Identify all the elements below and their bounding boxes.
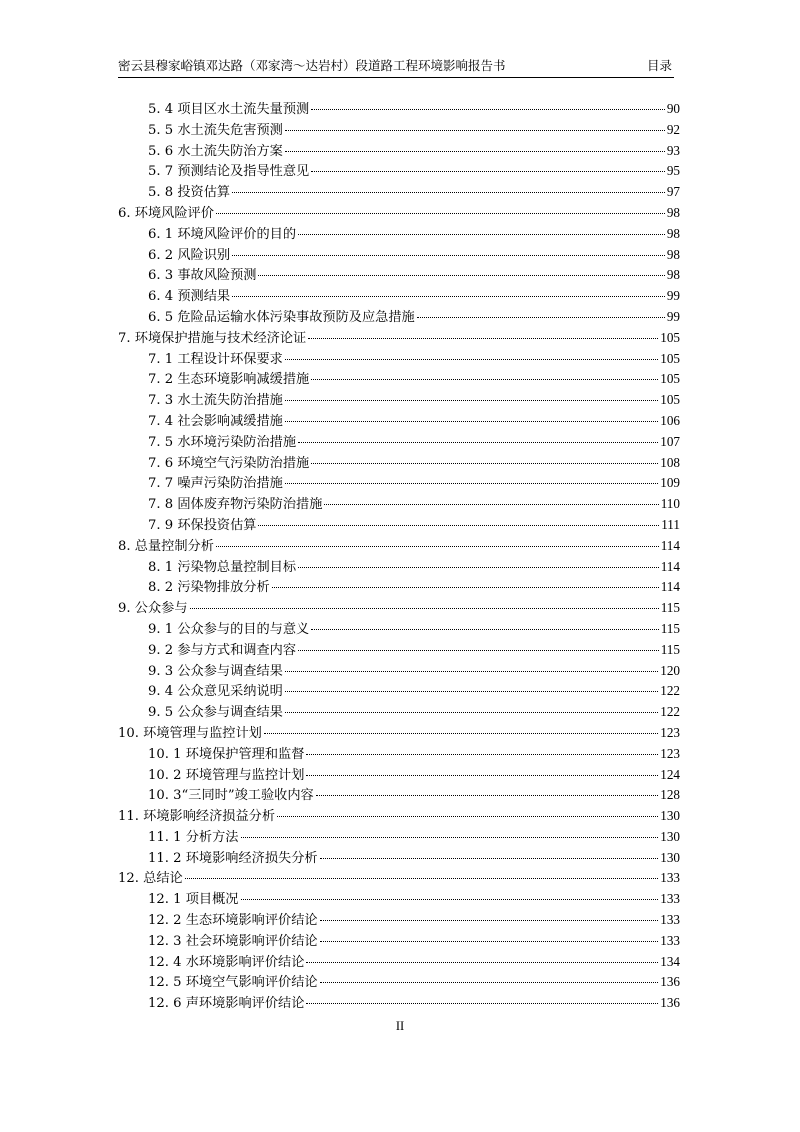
toc-section-entry[interactable] <box>118 349 680 370</box>
toc-entry-label: 6. 4 预测结果 <box>148 289 231 305</box>
toc-entry-label: 11. 1 分析方法 <box>148 829 239 845</box>
toc-dot-leader <box>232 255 665 256</box>
toc-entry-label: 9. 4 公众意见采纳说明 <box>148 684 283 700</box>
toc-entry-page: 109 <box>660 475 680 491</box>
toc-entry-page: 123 <box>660 724 680 740</box>
toc-entry-page: 115 <box>660 600 680 616</box>
toc-section-entry[interactable] <box>118 827 680 848</box>
toc-entry-page: 90 <box>666 101 680 116</box>
toc-section-entry[interactable] <box>118 681 680 702</box>
toc-entry-page: 115 <box>660 641 680 657</box>
toc-entry-label: 5. 7 预测结论及指导性意见 <box>148 164 310 180</box>
toc-dot-leader <box>285 671 658 672</box>
toc-entry-page: 110 <box>660 496 680 512</box>
toc-section-entry[interactable] <box>118 931 680 952</box>
toc-entry-page: 106 <box>660 412 680 428</box>
toc-dot-leader <box>232 296 665 297</box>
toc-dot-leader <box>216 546 659 547</box>
toc-section-entry[interactable] <box>118 910 680 931</box>
toc-entry-page: 99 <box>666 308 680 324</box>
toc-dot-leader <box>285 421 658 422</box>
toc-section-entry[interactable] <box>118 265 680 286</box>
document-title: 密云县穆家峪镇邓达路（邓家湾～达岩村）段道路工程环境影响报告书 <box>118 58 506 73</box>
toc-entry-page: 133 <box>660 912 680 928</box>
toc-section-entry[interactable] <box>118 161 680 182</box>
toc-entry-label: 11. 环境影响经济损益分析 <box>118 809 276 825</box>
toc-section-entry[interactable] <box>118 473 680 494</box>
toc-entry-page: 95 <box>666 163 680 179</box>
toc-entry-label: 12. 6 声环境影响评价结论 <box>148 996 305 1012</box>
toc-entry-page: 133 <box>660 891 680 907</box>
toc-entry-label: 7. 3 水土流失防治措施 <box>148 393 283 409</box>
toc-chapter-entry[interactable] <box>118 868 680 889</box>
toc-dot-leader <box>285 712 658 713</box>
table-of-contents <box>118 99 680 1014</box>
toc-entry-page: 107 <box>660 433 680 449</box>
toc-entry-page: 133 <box>660 932 680 948</box>
toc-section-entry[interactable] <box>118 640 680 661</box>
toc-entry-page: 108 <box>660 454 680 470</box>
toc-section-entry[interactable] <box>118 702 680 723</box>
toc-chapter-entry[interactable] <box>118 536 680 557</box>
toc-dot-leader <box>311 463 658 464</box>
toc-entry-page: 99 <box>666 288 680 304</box>
toc-entry-label: 7. 7 噪声污染防治措施 <box>148 476 283 492</box>
toc-entry-label: 9. 5 公众参与调查结果 <box>148 705 283 721</box>
toc-entry-page: 98 <box>666 246 680 262</box>
toc-dot-leader <box>241 837 659 838</box>
toc-dot-leader <box>285 483 658 484</box>
toc-dot-leader <box>306 754 658 755</box>
toc-entry-page: 130 <box>660 828 680 844</box>
toc-entry-label: 7. 8 固体废弃物污染防治措施 <box>148 497 323 513</box>
toc-entry-label: 12. 3 社会环境影响评价结论 <box>148 933 318 949</box>
toc-entry-label: 7. 2 生态环境影响减缓措施 <box>148 372 310 388</box>
toc-entry-label: 6. 5 危险品运输水体污染事故预防及应急措施 <box>148 309 415 325</box>
toc-chapter-entry[interactable] <box>118 723 680 744</box>
toc-section-entry[interactable] <box>118 453 680 474</box>
toc-entry-label: 11. 2 环境影响经济损失分析 <box>148 850 318 866</box>
toc-entry-page: 98 <box>666 225 680 241</box>
toc-section-entry[interactable] <box>118 182 680 203</box>
toc-dot-leader <box>285 400 658 401</box>
toc-section-entry[interactable] <box>118 848 680 869</box>
toc-entry-label: 12. 2 生态环境影响评价结论 <box>148 913 318 929</box>
toc-entry-label: 5. 6 水土流失防治方案 <box>148 143 283 159</box>
toc-dot-leader <box>232 192 665 193</box>
toc-dot-leader <box>311 629 658 630</box>
toc-entry-label: 10. 1 环境保护管理和监督 <box>148 746 305 762</box>
toc-entry-page: 93 <box>666 142 680 158</box>
toc-entry-label: 7. 5 水环境污染防治措施 <box>148 434 297 450</box>
toc-dot-leader <box>306 775 658 776</box>
toc-section-entry[interactable] <box>118 661 680 682</box>
toc-dot-leader <box>285 359 658 360</box>
toc-section-entry[interactable] <box>118 557 680 578</box>
toc-entry-label: 7. 6 环境空气污染防治措施 <box>148 455 310 471</box>
toc-entry-label: 5. 8 投资估算 <box>148 185 231 201</box>
toc-entry-label: 9. 3 公众参与调查结果 <box>148 663 283 679</box>
toc-dot-leader <box>241 899 659 900</box>
toc-entry-page: 134 <box>660 953 680 969</box>
toc-entry-label: 9. 2 参与方式和调查内容 <box>148 642 297 658</box>
toc-section-entry[interactable] <box>118 889 680 910</box>
toc-section-entry[interactable] <box>118 765 680 786</box>
toc-dot-leader <box>190 608 659 609</box>
toc-entry-label: 9. 1 公众参与的目的与意义 <box>148 621 310 637</box>
toc-section-entry[interactable] <box>118 369 680 390</box>
toc-section-entry[interactable] <box>118 619 680 640</box>
toc-dot-leader <box>417 317 665 318</box>
toc-dot-leader <box>216 213 665 214</box>
toc-dot-leader <box>324 504 658 505</box>
toc-entry-page: 136 <box>660 995 680 1011</box>
toc-entry-page: 98 <box>666 204 680 220</box>
toc-dot-leader <box>320 858 659 859</box>
toc-entry-page: 97 <box>666 184 680 200</box>
toc-entry-label: 7. 1 工程设计环保要求 <box>148 351 283 367</box>
toc-entry-label: 10. 环境管理与监控计划 <box>118 725 262 741</box>
toc-chapter-entry[interactable] <box>118 598 680 619</box>
header-divider <box>118 77 674 78</box>
toc-entry-page: 114 <box>660 558 680 574</box>
toc-section-entry[interactable] <box>118 494 680 515</box>
toc-entry-label: 8. 1 污染物总量控制目标 <box>148 559 297 575</box>
toc-section-entry[interactable] <box>118 993 680 1014</box>
toc-dot-leader <box>311 109 665 110</box>
toc-dot-leader <box>285 130 665 131</box>
toc-section-entry[interactable] <box>118 120 680 141</box>
toc-entry-page: 122 <box>660 683 680 699</box>
toc-dot-leader <box>264 733 658 734</box>
toc-section-entry[interactable] <box>118 307 680 328</box>
toc-dot-leader <box>272 587 659 588</box>
toc-dot-leader <box>258 525 659 526</box>
toc-entry-page: 136 <box>660 974 680 990</box>
toc-entry-page: 128 <box>660 787 680 803</box>
toc-dot-leader <box>298 650 659 651</box>
toc-dot-leader <box>306 1003 658 1004</box>
toc-dot-leader <box>316 795 658 796</box>
toc-entry-label: 7. 环境保护措施与技术经济论证 <box>118 330 307 346</box>
toc-entry-page: 130 <box>660 849 680 865</box>
toc-section-entry[interactable] <box>118 141 680 162</box>
toc-section-entry[interactable] <box>118 286 680 307</box>
toc-entry-label: 8. 总量控制分析 <box>118 538 214 554</box>
toc-entry-page: 114 <box>660 579 680 595</box>
toc-section-entry[interactable] <box>118 432 680 453</box>
toc-entry-page: 114 <box>660 537 680 553</box>
toc-section-entry[interactable] <box>118 785 680 806</box>
toc-entry-label: 10. 3“三同时”竣工验收内容 <box>148 788 314 804</box>
toc-section-entry[interactable] <box>118 972 680 993</box>
toc-dot-leader <box>285 691 658 692</box>
toc-dot-leader <box>320 982 659 983</box>
toc-dot-leader <box>298 567 659 568</box>
toc-entry-page: 105 <box>660 371 680 387</box>
toc-section-entry[interactable] <box>118 224 680 245</box>
toc-entry-label: 5. 5 水土流失危害预测 <box>148 122 283 138</box>
toc-dot-leader <box>311 171 665 172</box>
toc-entry-page: 122 <box>660 704 680 720</box>
toc-entry-page: 105 <box>660 392 680 408</box>
toc-entry-label: 5. 4 项目区水土流失量预测 <box>148 102 310 117</box>
toc-dot-leader <box>320 920 659 921</box>
toc-dot-leader <box>185 878 658 879</box>
toc-dot-leader <box>285 151 665 152</box>
toc-entry-label: 12. 4 水环境影响评价结论 <box>148 954 305 970</box>
toc-section-entry[interactable] <box>118 390 680 411</box>
section-label: 目录 <box>646 58 672 73</box>
toc-section-entry[interactable] <box>118 577 680 598</box>
toc-chapter-entry[interactable] <box>118 203 680 224</box>
toc-entry-page: 120 <box>660 662 680 678</box>
toc-entry-label: 9. 公众参与 <box>118 601 188 617</box>
toc-entry-page: 111 <box>661 516 680 532</box>
toc-entry-page: 123 <box>660 745 680 761</box>
toc-entry-label: 7. 9 环保投资估算 <box>148 517 257 533</box>
toc-entry-label: 10. 2 环境管理与监控计划 <box>148 767 305 783</box>
toc-chapter-entry[interactable] <box>118 806 680 827</box>
toc-dot-leader <box>320 941 659 942</box>
toc-entry-page: 105 <box>660 350 680 366</box>
toc-entry-page: 130 <box>660 808 680 824</box>
toc-entry-label: 8. 2 污染物排放分析 <box>148 580 270 596</box>
toc-entry-label: 6. 2 风险识别 <box>148 247 231 263</box>
toc-dot-leader <box>308 338 658 339</box>
toc-entry-page: 115 <box>660 620 680 636</box>
toc-section-entry[interactable] <box>118 99 680 120</box>
toc-section-entry[interactable] <box>118 411 680 432</box>
toc-entry-label: 12. 1 项目概况 <box>148 892 239 908</box>
page-header <box>118 58 674 74</box>
toc-section-entry[interactable] <box>118 515 680 536</box>
toc-section-entry[interactable] <box>118 952 680 973</box>
toc-entry-label: 6. 1 环境风险评价的目的 <box>148 226 297 242</box>
toc-chapter-entry[interactable] <box>118 328 680 349</box>
toc-entry-page: 98 <box>666 267 680 283</box>
toc-dot-leader <box>298 234 665 235</box>
toc-entry-page: 92 <box>666 121 680 137</box>
toc-entry-label: 12. 5 环境空气影响评价结论 <box>148 975 318 991</box>
toc-entry-label: 6. 环境风险评价 <box>118 205 214 221</box>
toc-dot-leader <box>298 442 658 443</box>
toc-dot-leader <box>277 816 658 817</box>
toc-section-entry[interactable] <box>118 744 680 765</box>
toc-dot-leader <box>311 379 658 380</box>
toc-entry-page: 124 <box>660 766 680 782</box>
toc-entry-label: 6. 3 事故风险预测 <box>148 268 257 284</box>
toc-entry-label: 12. 总结论 <box>118 871 183 887</box>
toc-dot-leader <box>306 962 658 963</box>
toc-entry-page: 133 <box>660 870 680 886</box>
page-number: II <box>395 1019 405 1033</box>
toc-section-entry[interactable] <box>118 245 680 266</box>
toc-entry-label: 7. 4 社会影响减缓措施 <box>148 413 283 429</box>
toc-dot-leader <box>258 275 664 276</box>
toc-entry-page: 105 <box>660 329 680 345</box>
